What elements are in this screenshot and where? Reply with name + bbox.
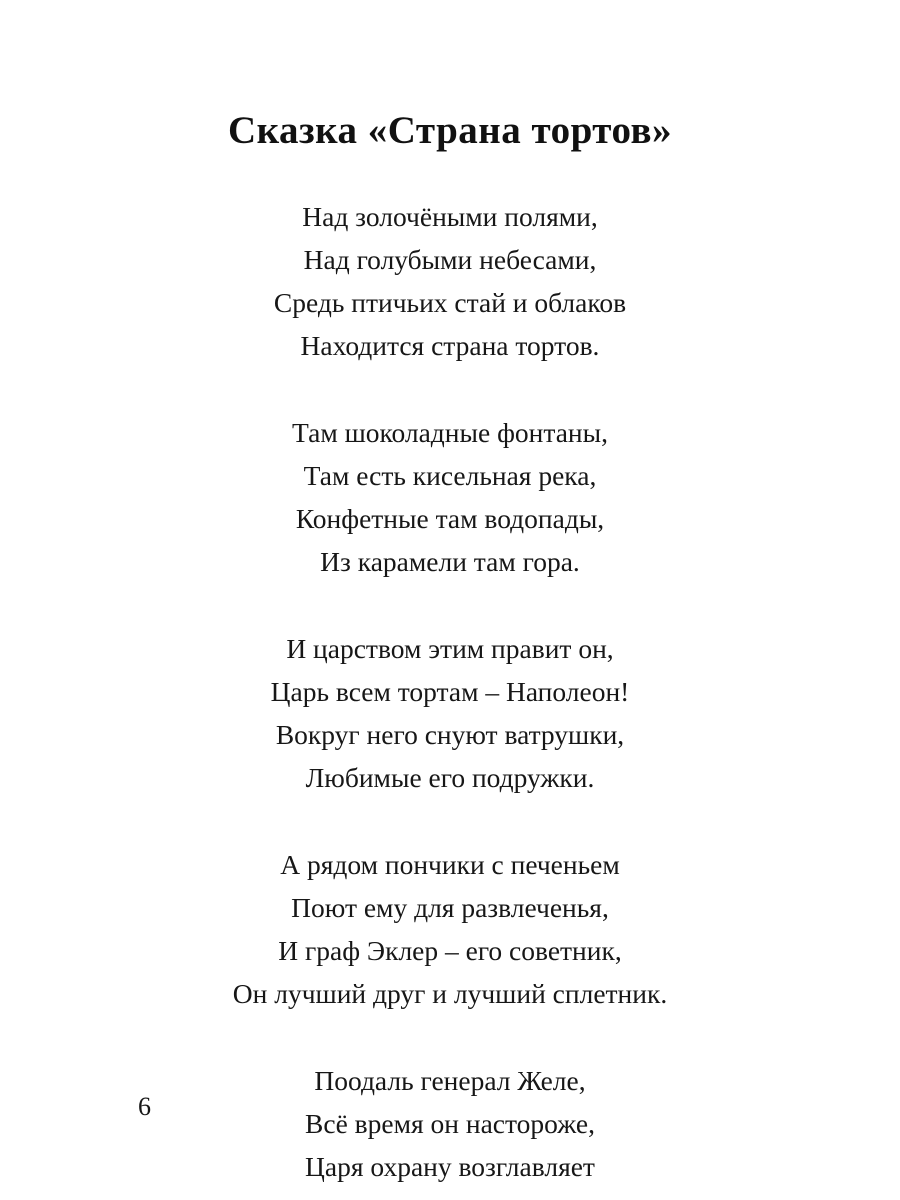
poem-line: Из карамели там гора. [320,546,580,577]
poem-line: Конфетные там водопады, [295,503,605,534]
poem-line: Царь всем тортам – Наполеон! [270,676,630,707]
poem-line: Поодаль генерал Желе, [314,1065,586,1096]
poem-line: Средь птичьих стай и облаков [273,287,627,318]
stanza [100,1059,800,1188]
page-title: Сказка «Страна тортов» [227,109,673,152]
poem-body [100,153,800,1188]
poem-line: Всё время он настороже, [305,1108,595,1139]
poem-line: И царством этим правит он, [286,633,614,664]
poem-line: Поют ему для развлеченья, [291,892,609,923]
poem-line: Там шоколадные фонтаны, [292,417,608,448]
page-number: 6 [138,1092,151,1121]
poem-line: И граф Эклер – его советник, [278,935,622,966]
stanza [100,195,800,367]
stanza [100,843,800,1015]
stanza [100,411,800,583]
poem-line: Царя охрану возглавляет [305,1151,595,1182]
poem-line: Находится страна тортов. [300,330,600,361]
poem-line: Там есть кисельная река, [303,460,597,491]
poem-line: Над голубыми небесами, [303,244,597,275]
poem-line: Любимые его подружки. [305,762,595,793]
poem-line: Вокруг него снуют ватрушки, [275,719,625,750]
poem-line: А рядом пончики с печеньем [280,849,620,880]
stanza [100,627,800,799]
poem-line: Он лучший друг и лучший сплетник. [232,978,668,1009]
poem-line: Над золочёными полями, [302,201,598,232]
